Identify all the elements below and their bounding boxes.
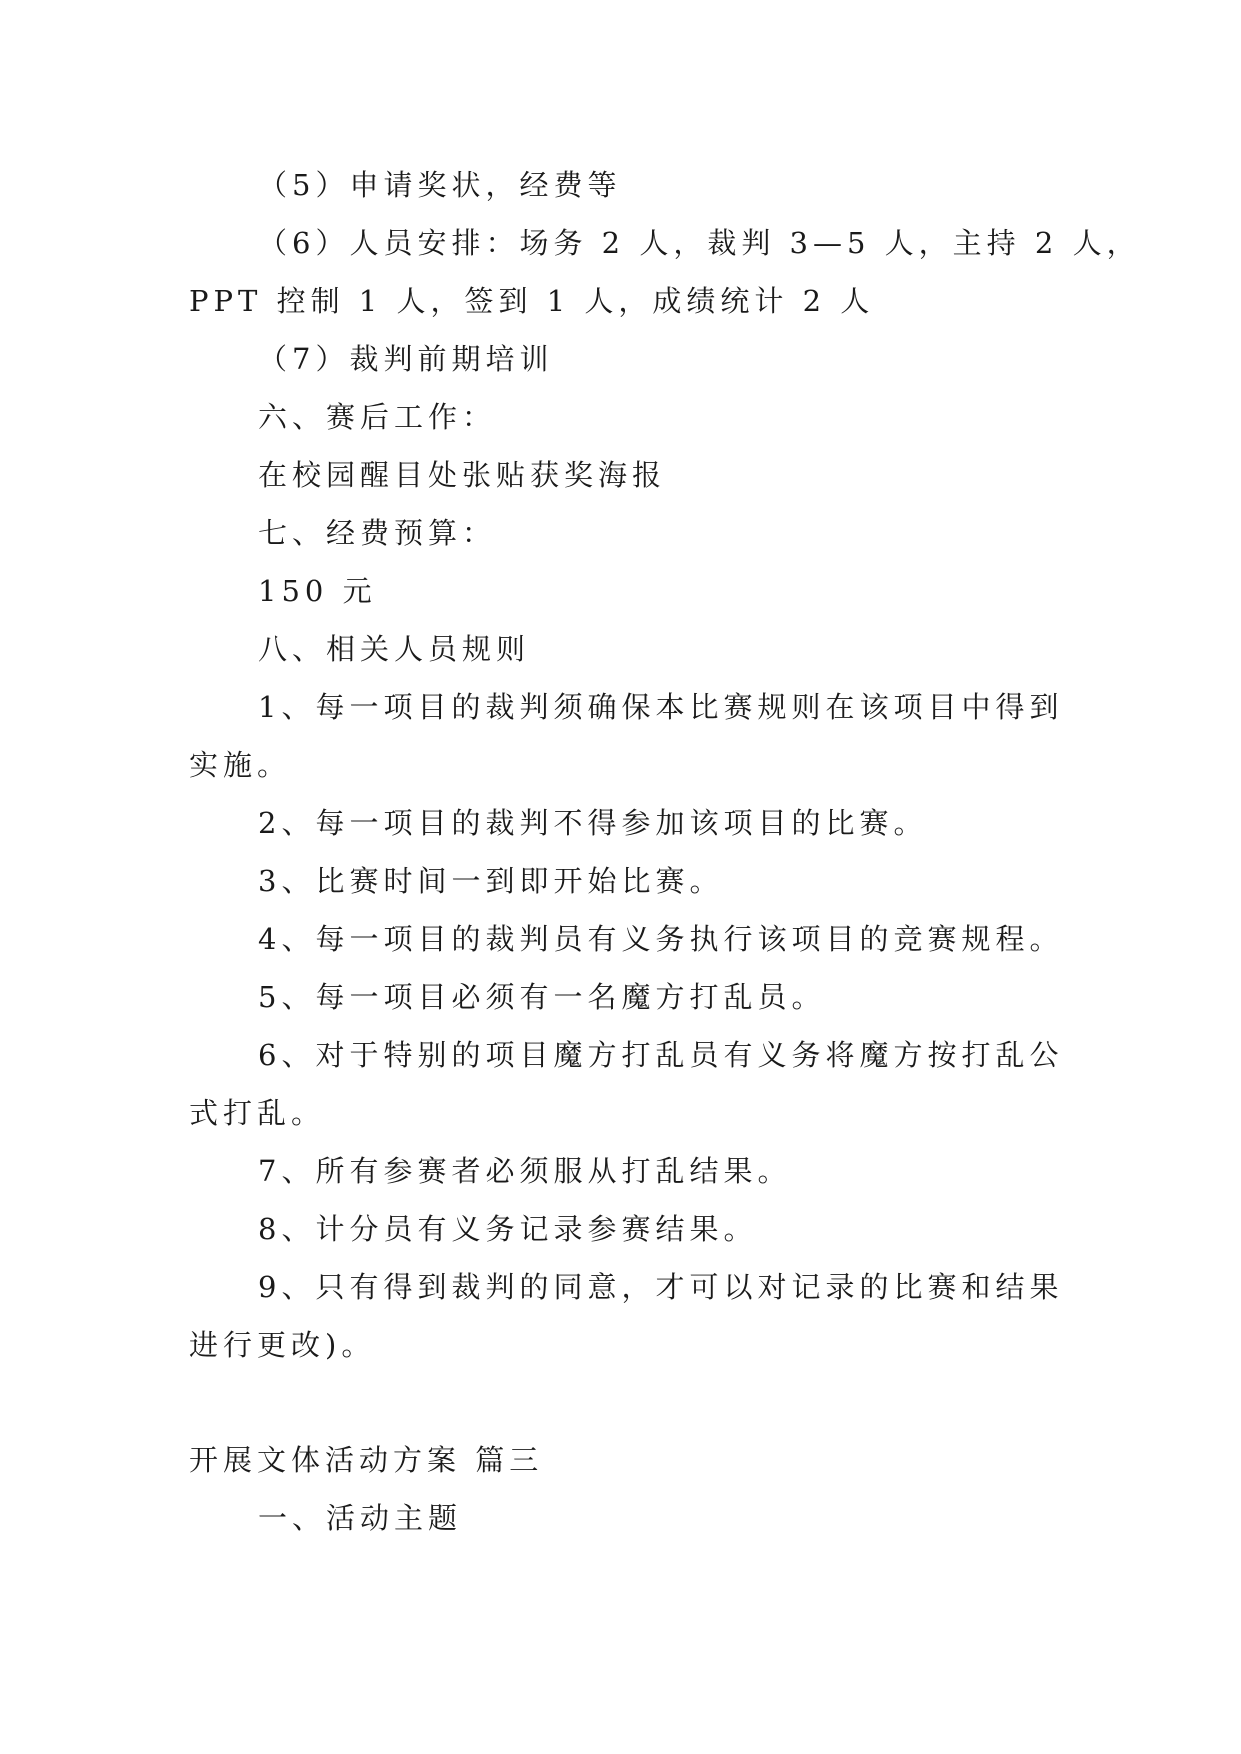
rule-item-8: 8、计分员有义务记录参赛结果。 bbox=[258, 1212, 758, 1246]
rule-item-6-continued: 式打乱。 bbox=[189, 1096, 326, 1130]
rule-item-1-continued: 实施。 bbox=[189, 748, 292, 782]
rule-item-1: 1、每一项目的裁判须确保本比赛规则在该项目中得到 bbox=[258, 690, 1064, 724]
list-item-6-continued: PPT 控制 1 人，签到 1 人，成绩统计 2 人 bbox=[189, 284, 875, 318]
section-heading-8: 八、相关人员规则 bbox=[258, 632, 531, 666]
rule-item-7: 7、所有参赛者必须服从打乱结果。 bbox=[258, 1154, 792, 1188]
rule-item-9: 9、只有得到裁判的同意，才可以对记录的比赛和结果 bbox=[258, 1270, 1064, 1304]
rule-item-9-continued: 进行更改)。 bbox=[189, 1328, 376, 1362]
rule-item-2: 2、每一项目的裁判不得参加该项目的比赛。 bbox=[258, 806, 928, 840]
section-heading-6: 六、赛后工作： bbox=[258, 400, 497, 434]
chapter-title: 开展文体活动方案 篇三 bbox=[189, 1443, 544, 1477]
section-heading-1: 一、活动主题 bbox=[258, 1501, 463, 1535]
list-item-5: （5）申请奖状，经费等 bbox=[258, 168, 622, 202]
list-item-7: （7）裁判前期培训 bbox=[258, 342, 554, 376]
rule-item-6: 6、对于特别的项目魔方打乱员有义务将魔方按打乱公 bbox=[258, 1038, 1064, 1072]
paragraph: 150 元 bbox=[258, 574, 377, 608]
rule-item-4: 4、每一项目的裁判员有义务执行该项目的竞赛规程。 bbox=[258, 922, 1064, 956]
list-item-6: （6）人员安排：场务 2 人，裁判 3—5 人，主持 2 人， bbox=[258, 226, 1141, 260]
paragraph: 在校园醒目处张贴获奖海报 bbox=[258, 458, 667, 492]
section-heading-7: 七、经费预算： bbox=[258, 516, 497, 550]
rule-item-3: 3、比赛时间一到即开始比赛。 bbox=[258, 864, 724, 898]
rule-item-5: 5、每一项目必须有一名魔方打乱员。 bbox=[258, 980, 826, 1014]
